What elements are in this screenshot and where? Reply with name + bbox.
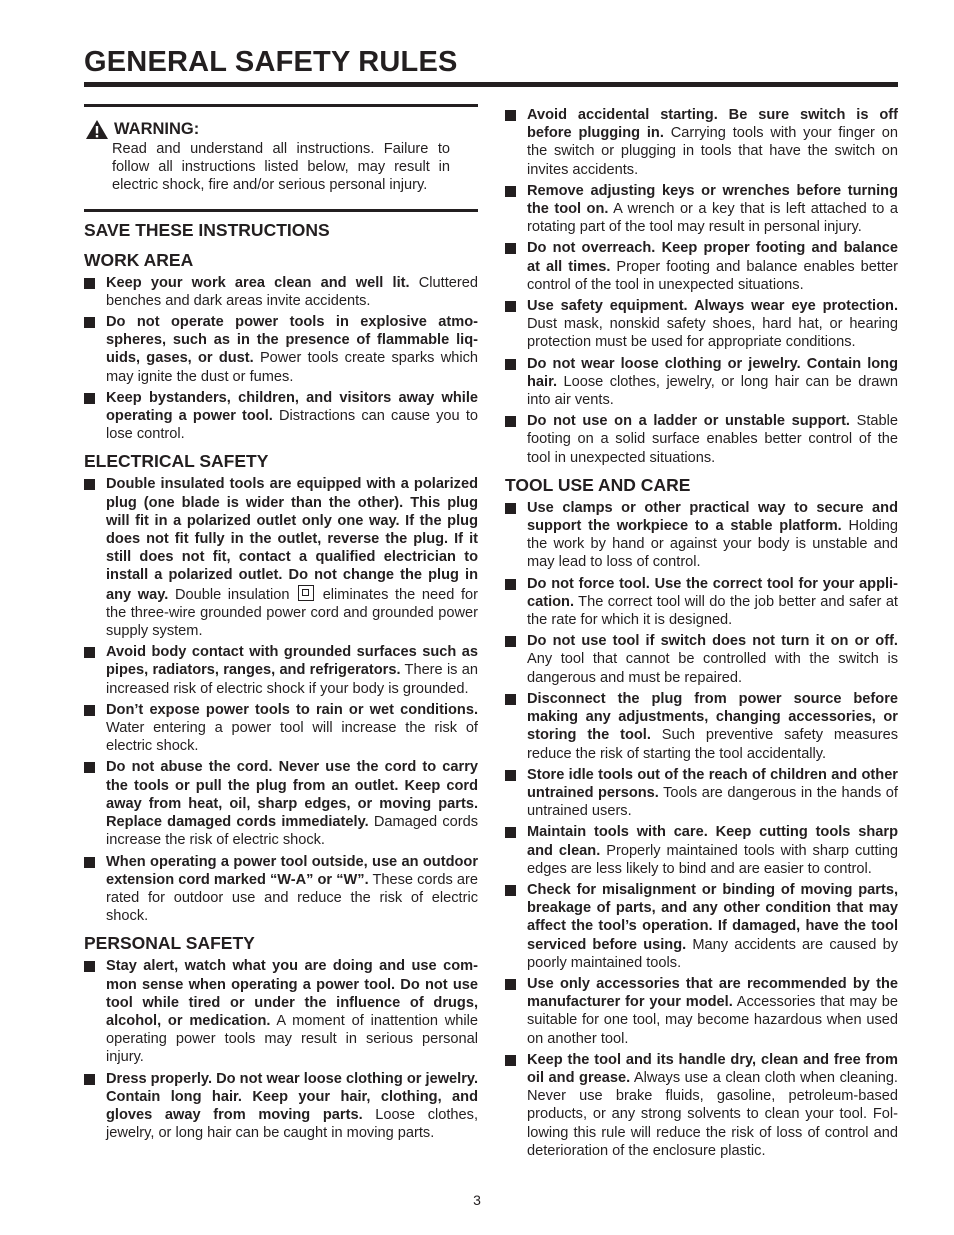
warning-header [85,119,478,140]
rule-text: A wrench or a key that is left attached to a rotating part of the tool may result in personal injury. [527,201,898,236]
list-item [505,975,898,1048]
rule-text: Holding the work by hand or against your body is unstable and may lead to loss of control. [527,518,898,571]
rule-text: Always use a clean cloth when cleaning. Never use brake fluids, gasoline, petroleum-based products, or any strong solvents to clean your tool. Following this rule will reduce the risk of loss of control and deterioration of the enclosure plastic. [527,1069,898,1159]
list-item [505,575,898,630]
rule-bold: Do not overreach. Keep proper footing and balance at all times. [527,240,898,275]
list-item [84,274,478,310]
work-area-heading: WORK AREA [84,249,194,270]
rule-text: Stable footing on a solid surface enables better control of the tool in unexpected situations. [527,413,899,466]
list-item [84,643,478,698]
warning-triangle-icon [85,119,109,140]
list-item [84,389,478,444]
rule-bold: Do not use tool if switch does not turn it on or off. [527,633,898,650]
list-item [505,106,898,179]
electrical-safety-list [84,475,478,925]
rule-text: Cluttered benches and dark areas invite accidents. [106,274,478,309]
list-item [505,297,898,352]
rule-text: These cords are rated for outdoor use and reduce the risk of electric shock. [106,871,478,925]
list-item [505,412,898,467]
list-item [505,1051,898,1160]
list-item [84,475,478,640]
list-item [505,499,898,572]
rule-bold: Check for misalignment or binding of moving parts, breakage of parts, and any other condition that may affect the tool’s operation. If damaged, have the tool serviced before using. [527,881,898,953]
rule-text: Dust mask, nonskid safety shoes, hard hat, or hearing protection must be used for appropriate conditions. [527,316,898,351]
rule-text: Proper footing and balance enables better control of the tool in unexpected situations. [527,258,898,293]
rule-bold: Keep bystanders, children, and visitors away while operating a power tool. [106,389,478,425]
rule-bold: Double insulated tools are equipped with a polarized plug (one blade is wider than the other). This plug will fit in a polarized outlet only one way. If the plug does not fit fully in the outlet, reverse the plug. If it still does not fit, contact a qualified electrician to install a polarized outlet. Do not change the plug in any way. [106,476,478,603]
rule-bold: Do not force tool. Use the correct tool for your application. [527,575,898,610]
rule-text: Loose clothes, jewelry, or long hair can be drawn into air vents. [527,373,898,409]
list-item [505,239,898,294]
list-item [84,758,478,849]
work-area-list [84,274,478,444]
rule-text: eliminates the need for the three-wire grounded power cord and grounded power supply system. [106,586,479,640]
double-insulation-icon [298,585,314,601]
rule-bold: Maintain tools with care. Keep cutting tools sharp and clean. [527,824,898,859]
electrical-safety-heading: ELECTRICAL SAFETY [84,451,269,472]
personal-safety-list-right [505,106,898,467]
rule-text: Tools are dangerous in the hands of untrained users. [527,784,898,820]
list-item [505,355,898,410]
rule-text: Loose clothes, jewelry, or long hair can be caught in moving parts. [106,1106,478,1142]
right-column [505,106,898,1163]
rule-bold: Avoid accidental starting. Be sure switch is off before plugging in. [527,107,898,142]
list-item [505,766,898,821]
rule-bold: Keep your work area clean and well lit. [106,274,410,291]
rule-text: Properly maintained tools with sharp cutting edges are less likely to bind and are easier to control. [527,842,898,877]
list-item [84,957,478,1066]
rule-bold: Avoid body contact with grounded surfaces such as pipes, radiators, ranges, and refrigerators. [106,644,478,679]
rule-bold: Use clamps or other practical way to secure and support the workpiece to a stable platform. [527,499,898,535]
rule-text: Accessories that may be suitable for one tool, may become hazardous when used on another tool. [527,994,898,1047]
rule-bold: Do not abuse the cord. Never use the cord to carry the tools or pull the plug from an outlet. Keep cord away from heat, oil, sharp edges, or moving parts. Replace damaged cords immediately. [106,759,478,831]
tool-use-heading: TOOL USE AND CARE [505,474,691,495]
rule-text: Any tool that cannot be controlled with the switch is dangerous and must be repaired. [527,651,898,686]
rule-bold: Keep the tool and its handle dry, clean and free from oil and grease. [527,1051,898,1086]
list-item [505,690,898,763]
rule-text: Carrying tools with your finger on the switch or plugging in tools that have the switch on invites accidents. [527,125,898,178]
rule-bold: Stay alert, watch what you are doing and use common sense when operating a power tool. Do not use tool while tired or under the influence of drugs, alcohol, or medication. [106,958,478,1029]
rule-text: A moment of inattention while operating power tools may result in serious personal injury. [106,1012,479,1066]
rule-text: There is an increased risk of electric shock if your body is grounded. [106,662,479,697]
list-item [505,881,898,972]
save-instructions-heading: SAVE THESE INSTRUCTIONS [84,219,330,240]
rule-bold: Do not operate power tools in explosive atmospheres, such as in the presence of flammable liquids, gases, or dust. [106,314,478,367]
personal-safety-heading: PERSONAL SAFETY [84,933,255,954]
rule-text: Distractions can cause you to lose control. [106,408,478,443]
title-rule [84,82,898,87]
warning-text: Read and understand all instructions. Failure to follow all instructions listed below, may result in electric shock, fire and/or serious personal injury. [112,141,450,194]
list-item [84,853,478,926]
page-number: 3 [473,1192,481,1208]
rule-text: Damaged cords increase the risk of electric shock. [106,814,479,849]
rule-bold: Use only accessories that are recommended by the manufacturer for your model. [527,975,898,1011]
rule-bold: Store idle tools out of the reach of children and other untrained persons. [527,766,898,801]
warning-label: WARNING: [114,120,200,139]
rule-bold: When operating a power tool outside, use an outdoor extension cord marked “W-A” or “W”. [106,853,478,888]
rule-bold: Do not use on a ladder or unstable support. [527,413,850,430]
warning-box [84,104,478,212]
rule-bold: Disconnect the plug from power source before making any adjustments, changing accessories, or storing the tool. [527,690,898,744]
rule-bold: Do not wear loose clothing or jewelry. Contain long hair. [527,355,898,390]
rule-bold: Remove adjusting keys or wrenches before turning the tool on. [527,182,898,218]
list-item [84,313,478,386]
page-title: GENERAL SAFETY RULES [84,46,458,78]
list-item [505,182,898,237]
rule-text: Power tools create sparks which may ignite the dust or fumes. [106,350,478,385]
rule-bold: Dress properly. Do not wear loose clothing or jewelry. Contain long hair. Keep your hair, clothing, and gloves away from moving parts. [106,1070,478,1123]
rule-bold: Use safety equipment. Always wear eye protection. [527,298,898,315]
rule-text: Many accidents are caused by poorly maintained tools. [527,936,898,971]
rule-text: Such preventive safety measures reduce the risk of starting the tool accidentally. [527,727,898,762]
rule-text: Double insulation [168,586,297,603]
list-item [84,1070,478,1143]
personal-safety-list-left [84,957,478,1142]
left-column [84,104,478,1145]
list-item [505,823,898,878]
rule-text: Water entering a power tool will increase the risk of electric shock. [106,720,478,755]
rule-text: The correct tool will do the job better and safer at the rate for which it is designed. [527,593,898,629]
rule-bold: Don’t expose power tools to rain or wet conditions. [106,701,478,718]
tool-use-list [505,499,898,1160]
list-item [84,701,478,756]
list-item [505,632,898,687]
